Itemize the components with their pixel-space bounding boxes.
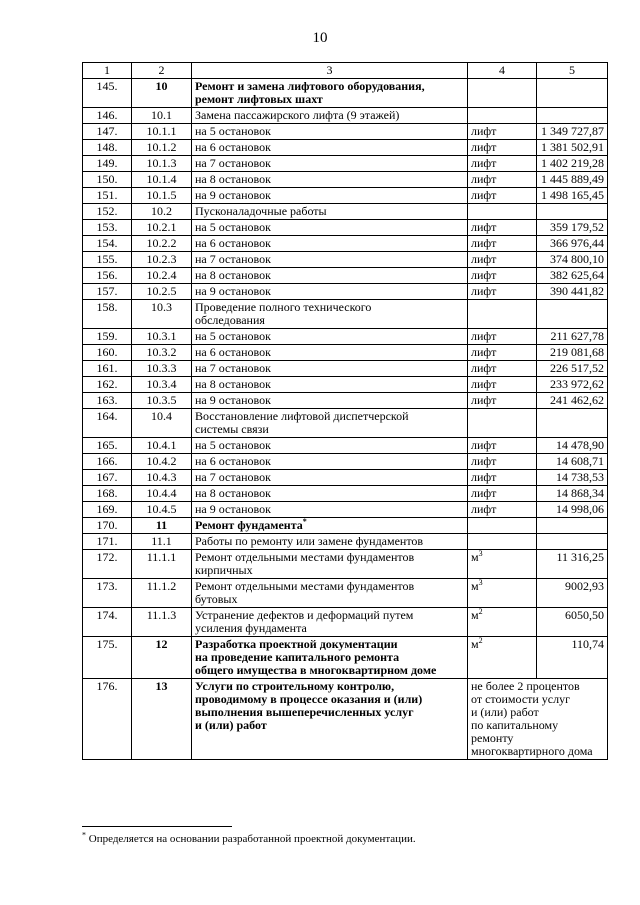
code-cell: 10.3.5 <box>132 393 192 409</box>
unit-text: лифт <box>471 329 497 343</box>
unit-text: м <box>471 608 479 622</box>
description-text: на 5 остановок <box>195 220 271 234</box>
description-text: Услуги по строительному контролю, проводимому в процессе оказания и (или) выполнения вышеперечисленных услуг и (или) работ <box>195 679 423 732</box>
unit-text: лифт <box>471 486 497 500</box>
table-header-row <box>83 63 608 79</box>
description-text: на 8 остановок <box>195 486 271 500</box>
table-row <box>83 409 608 438</box>
unit-text: лифт <box>471 470 497 484</box>
row-number-cell: 159. <box>83 329 132 345</box>
unit-cell <box>468 377 537 393</box>
description-cell <box>192 140 468 156</box>
unit-cell <box>468 608 537 637</box>
description-cell <box>192 534 468 550</box>
description-cell <box>192 345 468 361</box>
description-cell <box>192 518 468 534</box>
description-text: на 6 остановок <box>195 454 271 468</box>
code-cell: 11 <box>132 518 192 534</box>
price-cell: 110,74 <box>537 637 608 679</box>
price-cell: 233 972,62 <box>537 377 608 393</box>
description-text: Ремонт отдельными местами фундаментов кирпичных <box>195 550 415 577</box>
row-number-cell: 164. <box>83 409 132 438</box>
description-cell <box>192 124 468 140</box>
code-cell: 10.1.4 <box>132 172 192 188</box>
unit-cell <box>468 300 537 329</box>
unit-text: лифт <box>471 236 497 250</box>
price-table <box>82 62 608 760</box>
header-cell: 2 <box>132 63 192 79</box>
table-row <box>83 361 608 377</box>
price-cell: 366 976,44 <box>537 236 608 252</box>
unit-cell <box>468 140 537 156</box>
unit-cell <box>468 550 537 579</box>
description-text: на 9 остановок <box>195 393 271 407</box>
footnote <box>82 830 602 845</box>
description-cell <box>192 268 468 284</box>
unit-cell <box>468 252 537 268</box>
table-row <box>83 204 608 220</box>
row-number-cell: 150. <box>83 172 132 188</box>
table-row <box>83 534 608 550</box>
price-cell: 14 478,90 <box>537 438 608 454</box>
price-cell: 14 738,53 <box>537 470 608 486</box>
description-cell <box>192 502 468 518</box>
code-cell: 10.3 <box>132 300 192 329</box>
table-row <box>83 518 608 534</box>
description-text: на 7 остановок <box>195 361 271 375</box>
unit-cell <box>468 236 537 252</box>
unit-cell <box>468 579 537 608</box>
row-number-cell: 157. <box>83 284 132 300</box>
description-text: Ремонт фундамента <box>195 518 303 532</box>
description-text: на 9 остановок <box>195 188 271 202</box>
code-cell: 10 <box>132 79 192 108</box>
code-cell: 10.1.1 <box>132 124 192 140</box>
table-row <box>83 156 608 172</box>
row-number-cell: 172. <box>83 550 132 579</box>
description-cell <box>192 438 468 454</box>
code-cell: 11.1.1 <box>132 550 192 579</box>
price-cell: 14 608,71 <box>537 454 608 470</box>
price-cell: 226 517,52 <box>537 361 608 377</box>
table-row <box>83 550 608 579</box>
table-row <box>83 679 608 760</box>
code-cell: 10.4.5 <box>132 502 192 518</box>
unit-exponent: 3 <box>478 549 483 558</box>
page-number: 10 <box>312 30 328 46</box>
unit-text: лифт <box>471 252 497 266</box>
price-cell: 1 402 219,28 <box>537 156 608 172</box>
unit-text: лифт <box>471 502 497 516</box>
description-text: Разработка проектной документации на проведение капитального ремонта общего имущества в многоквартирном доме <box>195 637 437 677</box>
unit-cell <box>468 454 537 470</box>
description-text: на 9 остановок <box>195 502 271 516</box>
row-number-cell: 145. <box>83 79 132 108</box>
price-cell <box>537 534 608 550</box>
code-cell: 10.1.2 <box>132 140 192 156</box>
header-cell: 3 <box>192 63 468 79</box>
description-cell <box>192 156 468 172</box>
code-cell: 10.4 <box>132 409 192 438</box>
price-cell: 14 998,06 <box>537 502 608 518</box>
table-row <box>83 454 608 470</box>
description-text: на 6 остановок <box>195 345 271 359</box>
description-text: Ремонт и замена лифтового оборудования, ремонт лифтовых шахт <box>195 79 425 106</box>
description-cell <box>192 108 468 124</box>
table-row <box>83 108 608 124</box>
unit-text: лифт <box>471 156 497 170</box>
unit-text: лифт <box>471 124 497 138</box>
unit-text: лифт <box>471 345 497 359</box>
description-cell <box>192 393 468 409</box>
row-number-cell: 147. <box>83 124 132 140</box>
row-number-cell: 146. <box>83 108 132 124</box>
code-cell: 11.1 <box>132 534 192 550</box>
description-text: на 6 остановок <box>195 140 271 154</box>
description-cell <box>192 579 468 608</box>
description-text: на 8 остановок <box>195 377 271 391</box>
price-cell: 219 081,68 <box>537 345 608 361</box>
code-cell: 13 <box>132 679 192 760</box>
table-row <box>83 268 608 284</box>
unit-text: лифт <box>471 188 497 202</box>
price-cell: 11 316,25 <box>537 550 608 579</box>
code-cell: 12 <box>132 637 192 679</box>
unit-cell <box>468 172 537 188</box>
description-cell <box>192 79 468 108</box>
price-cell <box>537 108 608 124</box>
code-cell: 11.1.2 <box>132 579 192 608</box>
description-cell <box>192 329 468 345</box>
price-cell <box>537 409 608 438</box>
description-cell <box>192 637 468 679</box>
table-row <box>83 140 608 156</box>
code-cell: 10.3.3 <box>132 361 192 377</box>
row-number-cell: 160. <box>83 345 132 361</box>
description-text: на 8 остановок <box>195 172 271 186</box>
unit-cell <box>468 438 537 454</box>
unit-exponent: 2 <box>478 636 483 645</box>
unit-text: лифт <box>471 361 497 375</box>
code-cell: 10.3.4 <box>132 377 192 393</box>
table-row <box>83 470 608 486</box>
description-cell <box>192 454 468 470</box>
code-cell: 10.1.3 <box>132 156 192 172</box>
description-cell <box>192 204 468 220</box>
description-text: на 5 остановок <box>195 124 271 138</box>
row-number-cell: 153. <box>83 220 132 236</box>
description-text: Работы по ремонту или замене фундаментов <box>195 534 424 548</box>
unit-text: м <box>471 637 479 651</box>
row-number-cell: 163. <box>83 393 132 409</box>
description-text: на 7 остановок <box>195 470 271 484</box>
description-cell <box>192 409 468 438</box>
unit-cell <box>468 345 537 361</box>
description-cell <box>192 284 468 300</box>
code-cell: 10.2.4 <box>132 268 192 284</box>
price-cell: 6050,50 <box>537 608 608 637</box>
table-row <box>83 329 608 345</box>
description-cell <box>192 377 468 393</box>
row-number-cell: 151. <box>83 188 132 204</box>
unit-text: лифт <box>471 454 497 468</box>
unit-text: лифт <box>471 284 497 298</box>
unit-cell <box>468 518 537 534</box>
row-number-cell: 148. <box>83 140 132 156</box>
row-number-cell: 166. <box>83 454 132 470</box>
price-cell: 1 498 165,45 <box>537 188 608 204</box>
row-number-cell: 158. <box>83 300 132 329</box>
code-cell: 10.1.5 <box>132 188 192 204</box>
price-cell <box>537 79 608 108</box>
unit-exponent: 3 <box>478 578 483 587</box>
price-cell: 1 381 502,91 <box>537 140 608 156</box>
code-cell: 10.4.3 <box>132 470 192 486</box>
description-text: Ремонт отдельными местами фундаментов бутовых <box>195 579 415 606</box>
table-row <box>83 124 608 140</box>
table-row <box>83 393 608 409</box>
unit-cell <box>468 268 537 284</box>
price-cell: 374 800,10 <box>537 252 608 268</box>
description-cell <box>192 172 468 188</box>
code-cell: 10.2.1 <box>132 220 192 236</box>
footnote-ref-marker: * <box>302 517 307 526</box>
table-row <box>83 637 608 679</box>
note-cell: не более 2 процентов от стоимости услуг и (или) работ по капитальному ремонту многоквартирного дома <box>468 679 608 760</box>
price-cell: 382 625,64 <box>537 268 608 284</box>
row-number-cell: 175. <box>83 637 132 679</box>
code-cell: 10.3.1 <box>132 329 192 345</box>
table-row <box>83 579 608 608</box>
footnote-marker: * <box>82 830 86 840</box>
row-number-cell: 162. <box>83 377 132 393</box>
description-cell <box>192 188 468 204</box>
footnote-rule <box>82 826 232 827</box>
header-cell: 1 <box>83 63 132 79</box>
price-cell: 1 349 727,87 <box>537 124 608 140</box>
table-row <box>83 236 608 252</box>
description-cell <box>192 679 468 760</box>
unit-cell <box>468 409 537 438</box>
price-cell: 241 462,62 <box>537 393 608 409</box>
header-cell: 4 <box>468 63 537 79</box>
price-cell: 1 445 889,49 <box>537 172 608 188</box>
description-text: на 6 остановок <box>195 236 271 250</box>
unit-cell <box>468 329 537 345</box>
description-cell <box>192 608 468 637</box>
unit-text: лифт <box>471 172 497 186</box>
price-cell: 211 627,78 <box>537 329 608 345</box>
row-number-cell: 155. <box>83 252 132 268</box>
code-cell: 10.2 <box>132 204 192 220</box>
price-cell: 390 441,82 <box>537 284 608 300</box>
description-cell <box>192 252 468 268</box>
unit-cell <box>468 393 537 409</box>
price-cell <box>537 518 608 534</box>
code-cell: 10.4.2 <box>132 454 192 470</box>
table-row <box>83 486 608 502</box>
unit-text: лифт <box>471 140 497 154</box>
description-cell <box>192 220 468 236</box>
code-cell: 10.2.3 <box>132 252 192 268</box>
row-number-cell: 171. <box>83 534 132 550</box>
price-cell <box>537 204 608 220</box>
unit-cell <box>468 156 537 172</box>
row-number-cell: 168. <box>83 486 132 502</box>
description-cell <box>192 550 468 579</box>
unit-cell <box>468 637 537 679</box>
unit-text: лифт <box>471 393 497 407</box>
description-cell <box>192 470 468 486</box>
code-cell: 10.3.2 <box>132 345 192 361</box>
footnote-text: Определяется на основании разработанной проектной документации. <box>88 833 416 845</box>
table-row <box>83 438 608 454</box>
table-row <box>83 608 608 637</box>
row-number-cell: 165. <box>83 438 132 454</box>
unit-text: лифт <box>471 220 497 234</box>
unit-text: лифт <box>471 268 497 282</box>
unit-cell <box>468 204 537 220</box>
description-text: на 8 остановок <box>195 268 271 282</box>
table-row <box>83 252 608 268</box>
code-cell: 11.1.3 <box>132 608 192 637</box>
description-cell <box>192 300 468 329</box>
description-text: на 7 остановок <box>195 252 271 266</box>
table-row <box>83 188 608 204</box>
table-row <box>83 502 608 518</box>
table-row <box>83 284 608 300</box>
unit-cell <box>468 284 537 300</box>
description-text: Устранение дефектов и деформаций путем усиления фундамента <box>195 608 414 635</box>
unit-cell <box>468 502 537 518</box>
code-cell: 10.4.4 <box>132 486 192 502</box>
unit-cell <box>468 534 537 550</box>
unit-text: м <box>471 579 479 593</box>
description-text: на 7 остановок <box>195 156 271 170</box>
table-row <box>83 220 608 236</box>
description-text: Пусконаладочные работы <box>195 204 327 218</box>
row-number-cell: 149. <box>83 156 132 172</box>
code-cell: 10.4.1 <box>132 438 192 454</box>
unit-cell <box>468 486 537 502</box>
unit-cell <box>468 220 537 236</box>
description-text: Проведение полного технического обследования <box>195 300 372 327</box>
price-cell: 359 179,52 <box>537 220 608 236</box>
unit-exponent: 2 <box>478 607 483 616</box>
unit-cell <box>468 124 537 140</box>
description-text: Восстановление лифтовой диспетчерской системы связи <box>195 409 409 436</box>
description-cell <box>192 361 468 377</box>
unit-text: лифт <box>471 377 497 391</box>
row-number-cell: 169. <box>83 502 132 518</box>
description-cell <box>192 236 468 252</box>
description-text: на 5 остановок <box>195 329 271 343</box>
table-row <box>83 79 608 108</box>
table-row <box>83 172 608 188</box>
unit-cell <box>468 188 537 204</box>
table-row <box>83 300 608 329</box>
row-number-cell: 174. <box>83 608 132 637</box>
price-cell: 9002,93 <box>537 579 608 608</box>
unit-cell <box>468 79 537 108</box>
row-number-cell: 167. <box>83 470 132 486</box>
price-cell: 14 868,34 <box>537 486 608 502</box>
row-number-cell: 170. <box>83 518 132 534</box>
row-number-cell: 176. <box>83 679 132 760</box>
row-number-cell: 173. <box>83 579 132 608</box>
unit-cell <box>468 470 537 486</box>
row-number-cell: 161. <box>83 361 132 377</box>
unit-cell <box>468 361 537 377</box>
description-text: Замена пассажирского лифта (9 этажей) <box>195 108 400 122</box>
table-row <box>83 345 608 361</box>
description-text: на 9 остановок <box>195 284 271 298</box>
row-number-cell: 156. <box>83 268 132 284</box>
row-number-cell: 152. <box>83 204 132 220</box>
description-text: на 5 остановок <box>195 438 271 452</box>
price-cell <box>537 300 608 329</box>
code-cell: 10.2.2 <box>132 236 192 252</box>
row-number-cell: 154. <box>83 236 132 252</box>
unit-text: лифт <box>471 438 497 452</box>
unit-text: м <box>471 550 479 564</box>
code-cell: 10.2.5 <box>132 284 192 300</box>
header-cell: 5 <box>537 63 608 79</box>
code-cell: 10.1 <box>132 108 192 124</box>
table-row <box>83 377 608 393</box>
unit-cell <box>468 108 537 124</box>
description-cell <box>192 486 468 502</box>
